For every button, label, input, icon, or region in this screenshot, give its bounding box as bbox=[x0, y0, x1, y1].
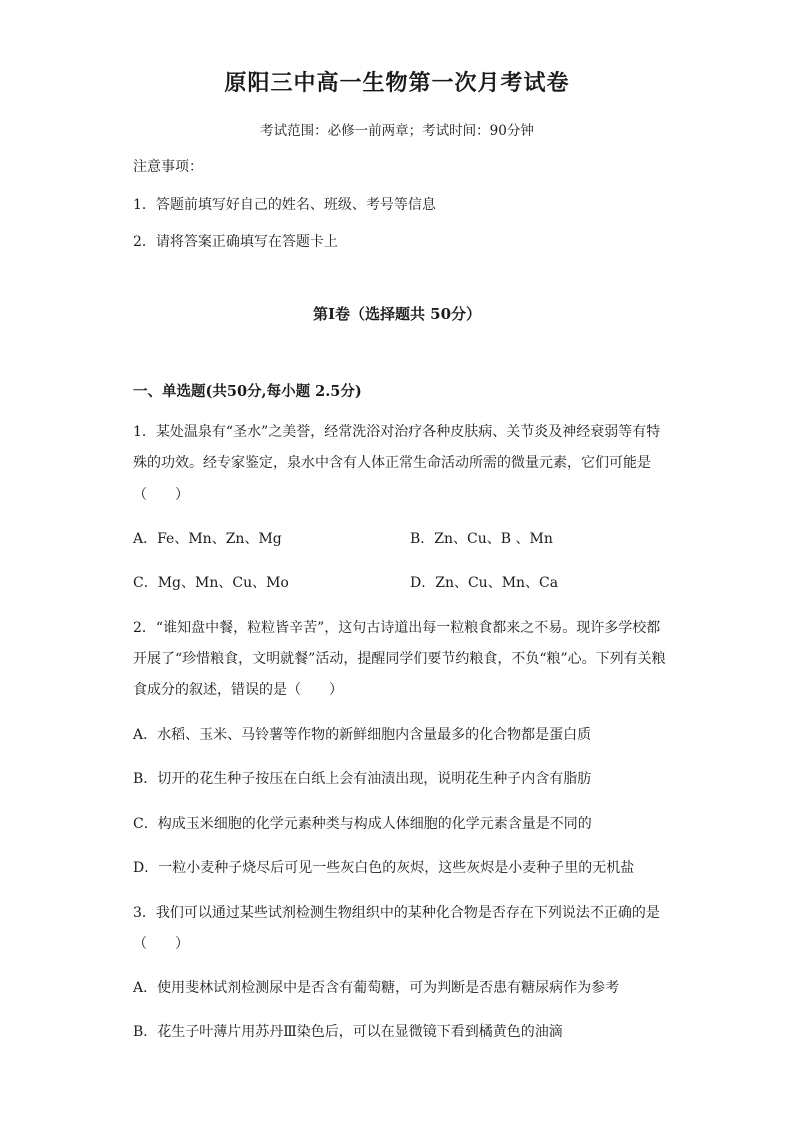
question-2-line-2: 开展了“珍惜粮食，文明就餐”活动，提醒同学们要节约粮食，不负“粮”心。下列有关粮 bbox=[133, 651, 666, 667]
question-2-option-b: B．切开的花生种子按压在白纸上会有油渍出现，说明花生种子内含有脂肪 bbox=[133, 771, 592, 787]
question-3-option-b: B．花生子叶薄片用苏丹Ⅲ染色后，可以在显微镜下看到橘黄色的油滴 bbox=[133, 1024, 563, 1040]
notice-item-2: 2．请将答案正确填写在答题卡上 bbox=[133, 234, 338, 250]
question-1-line-3: （ ） bbox=[133, 487, 189, 503]
question-2-line-1: 2．“谁知盘中餐，粒粒皆辛苦”，这句古诗道出每一粒粮食都来之不易。现许多学校都 bbox=[133, 620, 661, 636]
question-3-line-2: （ ） bbox=[133, 936, 189, 952]
question-1-option-b: B．Zn、Cu、B 、Mn bbox=[410, 531, 553, 547]
exam-subtitle: 考试范围：必修一前两章；考试时间：90分钟 bbox=[260, 123, 534, 139]
section-title: 一、单选题(共50分,每小题 2.5分) bbox=[133, 383, 362, 400]
question-3-line-1: 3．我们可以通过某些试剂检测生物组织中的某种化合物是否存在下列说法不正确的是 bbox=[133, 905, 660, 921]
question-3-option-a: A．使用斐林试剂检测尿中是否含有葡萄糖，可为判断是否患有糖尿病作为参考 bbox=[133, 980, 620, 996]
question-1-option-d: D．Zn、Cu、Mn、Ca bbox=[410, 575, 559, 591]
exam-title: 原阳三中高一生物第一次月考试卷 bbox=[224, 71, 570, 96]
question-2-option-c: C．构成玉米细胞的化学元素种类与构成人体细胞的化学元素含量是不同的 bbox=[133, 816, 592, 832]
question-1-option-a: A．Fe、Mn、Zn、Mg bbox=[133, 531, 282, 547]
notice-heading: 注意事项： bbox=[133, 159, 203, 175]
question-2-option-a: A．水稻、玉米、马铃薯等作物的新鲜细胞内含量最多的化合物都是蛋白质 bbox=[133, 727, 592, 743]
question-1-line-2: 殊的功效。经专家鉴定，泉水中含有人体正常生命活动所需的微量元素，它们可能是 bbox=[133, 455, 651, 471]
question-2-line-3: 食成分的叙述，错误的是（ ） bbox=[133, 682, 343, 698]
notice-item-1: 1．答题前填写好自己的姓名、班级、考号等信息 bbox=[133, 197, 436, 213]
volume-title: 第Ⅰ卷（选择题共 50分） bbox=[312, 305, 482, 323]
question-1-option-c: C．Mg、Mn、Cu、Mo bbox=[133, 575, 289, 591]
question-2-option-d: D．一粒小麦种子烧尽后可见一些灰白色的灰烬，这些灰烬是小麦种子里的无机盐 bbox=[133, 860, 635, 876]
question-1-line-1: 1．某处温泉有“圣水”之美誉，经常洗浴对治疗各种皮肤病、关节炎及神经衰弱等有特 bbox=[133, 424, 661, 440]
